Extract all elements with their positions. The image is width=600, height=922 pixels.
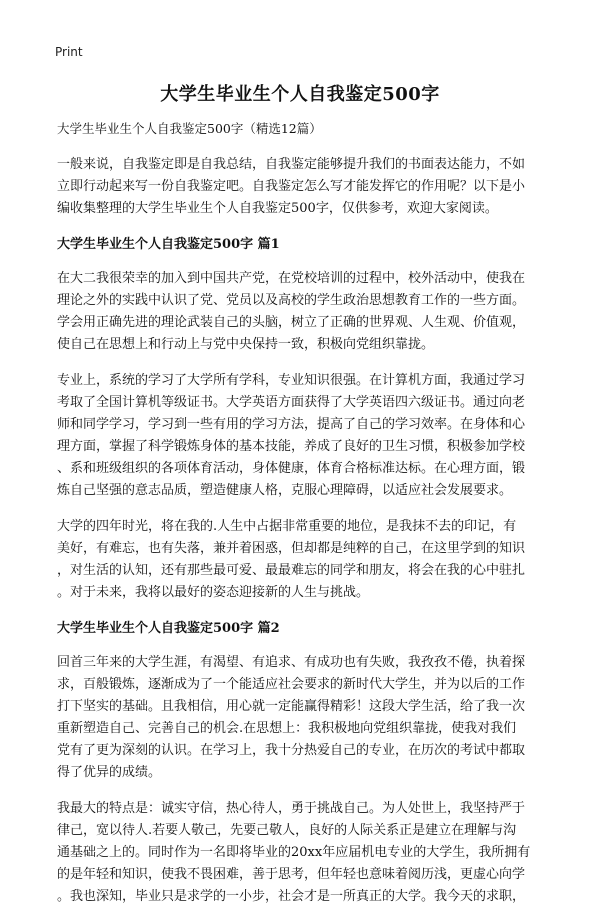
article-subtitle: 大学生毕业生个人自我鉴定500字（精选12篇） — [57, 121, 322, 136]
text-line: 立即行动起来写一份自我鉴定吧。自我鉴定怎么写才能发挥它的作用呢？以下是小 — [57, 179, 526, 194]
text-line: 理论之外的实践中认识了党、党员以及高校的学生政治思想教育工作的一些方面。 — [57, 293, 526, 308]
section1-paragraph-3 — [57, 516, 545, 604]
text-line: 得了优异的成绩。 — [57, 765, 162, 780]
text-line: 律己，宽以待人.若要人敬己，先要己敬人，良好的人际关系正是建立在理解与沟 — [57, 823, 517, 838]
text-line: 学会用正确先进的理论武装自己的头脑，树立了正确的世界观、人生观、价值观， — [57, 315, 526, 330]
text-line: 专业上，系统的学习了大学所有学科，专业知识很强。在计算机方面，我通过学习 — [57, 373, 526, 388]
text-line: 重新塑造自己、完善自己的机会.在思想上：我积极地向党组织靠拢，使我对我们 — [57, 721, 517, 736]
print-link[interactable]: Print — [55, 45, 83, 59]
section2-paragraph-1 — [57, 652, 545, 784]
text-line: 理方面，掌握了科学锻炼身体的基本技能，养成了良好的卫生习惯，积极参加学校 — [57, 439, 526, 454]
text-line: 求，百般锻炼，逐渐成为了一个能适应社会要求的新时代大学生，并为以后的工作 — [57, 677, 526, 692]
text-line: 考取了全国计算机等级证书。大学英语方面获得了大学英语四六级证书。通过向老 — [57, 395, 526, 410]
text-line: 。我也深知，毕业只是求学的一小步，社会才是一所真正的大学。我今天的求职， — [57, 889, 526, 904]
text-line: 编收集整理的大学生毕业生个人自我鉴定500字，仅供参考，欢迎大家阅读。 — [57, 201, 498, 216]
text-line: 、系和班级组织的各项体育活动，身体健康，体育合格标准达标。在心理方面，锻 — [57, 461, 526, 476]
article-body — [57, 118, 545, 922]
text-line: 。对于未来，我将以最好的姿态迎接新的人生与挑战。 — [57, 585, 370, 600]
text-line: 党有了更为深刻的认识。在学习上，我十分热爱自己的专业，在历次的考试中都取 — [57, 743, 526, 758]
text-line: 我最大的特点是：诚实守信，热心待人，勇于挑战自己。为人处世上，我坚持严于 — [57, 801, 526, 816]
text-line: 美好，有难忘，也有失落，兼并着困惑，但却都是纯粹的自己，在这里学到的知识 — [57, 541, 526, 556]
text-line: ，对生活的认知，还有那些最可爱、最最难忘的同学和朋友，将会在我的心中驻扎 — [57, 563, 526, 578]
text-line: 炼自己坚强的意志品质，塑造健康人格，克服心理障碍，以适应社会发展要求。 — [57, 483, 513, 498]
intro-paragraph — [57, 154, 545, 220]
section1-paragraph-1 — [57, 268, 545, 356]
text-line: 师和同学学习，学习到一些有用的学习方法，提高了自己的学习效率。在身体和心 — [57, 417, 526, 432]
text-line: 大学的四年时光，将在我的.人生中占据非常重要的地位，是我抹不去的印记，有 — [57, 519, 517, 534]
text-line: 使自己在思想上和行动上与党中央保持一致，积极向党组织靠拢。 — [57, 337, 435, 352]
section-heading-2: 大学生毕业生个人自我鉴定500字 篇2 — [57, 621, 280, 636]
section-heading-1: 大学生毕业生个人自我鉴定500字 篇1 — [57, 237, 280, 252]
text-line: 一般来说，自我鉴定即是自我总结，自我鉴定能够提升我们的书面表达能力，不如 — [57, 157, 526, 172]
text-line: 回首三年来的大学生涯，有渴望、有追求、有成功也有失败，我孜孜不倦，执着探 — [57, 655, 526, 670]
section2-paragraph-2 — [57, 798, 545, 908]
section1-paragraph-2 — [57, 370, 545, 502]
text-line: 打下坚实的基础。且我相信，用心就一定能赢得精彩！这段大学生活，给了我一次 — [57, 699, 526, 714]
text-line: 在大二我很荣幸的加入到中国共产党，在党校培训的过程中，校外活动中，使我在 — [57, 271, 526, 286]
text-line: 的是年轻和知识，使我不畏困难，善于思考，但年轻也意味着阅历浅，更虚心向学 — [57, 867, 526, 882]
text-line: 通基础之上的。同时作为一名即将毕业的20xx年应届机电专业的大学生，我所拥有 — [57, 845, 531, 860]
page-title: 大学生毕业生个人自我鉴定500字 — [160, 84, 440, 105]
